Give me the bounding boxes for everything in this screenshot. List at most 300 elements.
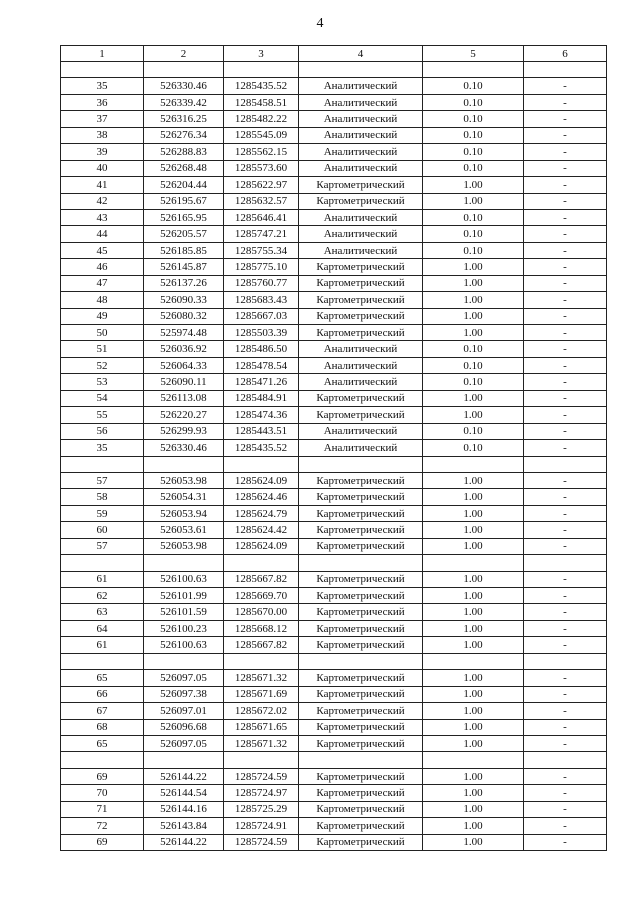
table-cell-col-5: 0.10 xyxy=(423,209,524,225)
table-cell-col-6: - xyxy=(524,703,607,719)
table-cell-col-5: 1.00 xyxy=(423,325,524,341)
table-row xyxy=(61,292,607,308)
table-row xyxy=(61,275,607,291)
table-cell-col-5: 0.10 xyxy=(423,226,524,242)
table-cell-col-3: 1285471.26 xyxy=(224,374,299,390)
table-cell-col-2: 526144.22 xyxy=(144,834,224,850)
table-cell-col-3: 1285724.91 xyxy=(224,818,299,834)
table-cell-col-2: 526276.34 xyxy=(144,127,224,143)
table-cell-col-2: 526053.61 xyxy=(144,522,224,538)
table-cell-col-3: 1285724.59 xyxy=(224,768,299,784)
table-cell-col-3: 1285672.02 xyxy=(224,703,299,719)
table-cell-col-2: 526053.98 xyxy=(144,472,224,488)
table-cell-col-5: 1.00 xyxy=(423,538,524,554)
table-cell-col-4: Картометрический xyxy=(299,571,423,587)
empty-cell xyxy=(61,752,144,768)
table-cell-col-2: 526299.93 xyxy=(144,423,224,439)
table-cell-col-2: 526096.68 xyxy=(144,719,224,735)
table-cell-col-1: 71 xyxy=(61,801,144,817)
table-cell-col-4: Аналитический xyxy=(299,160,423,176)
table-row xyxy=(61,703,607,719)
table-cell-col-4: Картометрический xyxy=(299,177,423,193)
table-row xyxy=(61,588,607,604)
table-cell-col-3: 1285573.60 xyxy=(224,160,299,176)
header-col-1: 1 xyxy=(61,46,144,62)
group-separator-row xyxy=(61,456,607,472)
table-row xyxy=(61,785,607,801)
table-row xyxy=(61,686,607,702)
table-cell-col-5: 1.00 xyxy=(423,604,524,620)
table-cell-col-5: 0.10 xyxy=(423,374,524,390)
table-cell-col-2: 526113.08 xyxy=(144,390,224,406)
table-cell-col-1: 46 xyxy=(61,259,144,275)
empty-cell xyxy=(61,62,144,78)
table-cell-col-2: 526185.85 xyxy=(144,242,224,258)
table-cell-col-6: - xyxy=(524,341,607,357)
table-row xyxy=(61,111,607,127)
table-cell-col-6: - xyxy=(524,637,607,653)
table-cell-col-4: Аналитический xyxy=(299,341,423,357)
table-cell-col-3: 1285775.10 xyxy=(224,259,299,275)
table-cell-col-3: 1285486.50 xyxy=(224,341,299,357)
table-cell-col-1: 50 xyxy=(61,325,144,341)
table-cell-col-1: 61 xyxy=(61,637,144,653)
table-cell-col-2: 526144.54 xyxy=(144,785,224,801)
table-cell-col-2: 526339.42 xyxy=(144,94,224,110)
table-cell-col-4: Картометрический xyxy=(299,390,423,406)
table-row xyxy=(61,144,607,160)
table-cell-col-6: - xyxy=(524,735,607,751)
table-cell-col-6: - xyxy=(524,374,607,390)
table-cell-col-4: Картометрический xyxy=(299,801,423,817)
table-cell-col-6: - xyxy=(524,193,607,209)
table-row xyxy=(61,177,607,193)
table-cell-col-4: Картометрический xyxy=(299,505,423,521)
table-row xyxy=(61,801,607,817)
table-cell-col-1: 69 xyxy=(61,768,144,784)
table-row xyxy=(61,620,607,636)
table-cell-col-1: 40 xyxy=(61,160,144,176)
table-cell-col-3: 1285668.12 xyxy=(224,620,299,636)
table-cell-col-5: 0.10 xyxy=(423,440,524,456)
empty-cell xyxy=(224,653,299,669)
table-cell-col-5: 1.00 xyxy=(423,801,524,817)
table-cell-col-1: 59 xyxy=(61,505,144,521)
table-cell-col-1: 53 xyxy=(61,374,144,390)
table-cell-col-4: Картометрический xyxy=(299,670,423,686)
table-cell-col-6: - xyxy=(524,209,607,225)
table-cell-col-1: 41 xyxy=(61,177,144,193)
table-cell-col-6: - xyxy=(524,423,607,439)
empty-cell xyxy=(423,62,524,78)
table-cell-col-3: 1285747.21 xyxy=(224,226,299,242)
table-cell-col-5: 1.00 xyxy=(423,259,524,275)
header-col-6: 6 xyxy=(524,46,607,62)
table-cell-col-3: 1285724.97 xyxy=(224,785,299,801)
table-cell-col-1: 68 xyxy=(61,719,144,735)
table-cell-col-3: 1285667.82 xyxy=(224,571,299,587)
table-cell-col-1: 56 xyxy=(61,423,144,439)
table-cell-col-5: 1.00 xyxy=(423,818,524,834)
table-cell-col-4: Аналитический xyxy=(299,144,423,160)
table-cell-col-2: 526101.99 xyxy=(144,588,224,604)
table-cell-col-5: 1.00 xyxy=(423,505,524,521)
table-row xyxy=(61,193,607,209)
table-row xyxy=(61,538,607,554)
table-row xyxy=(61,325,607,341)
table-cell-col-5: 1.00 xyxy=(423,472,524,488)
table-cell-col-6: - xyxy=(524,259,607,275)
empty-cell xyxy=(299,62,423,78)
table-cell-col-6: - xyxy=(524,571,607,587)
table-cell-col-2: 526053.98 xyxy=(144,538,224,554)
table-cell-col-6: - xyxy=(524,604,607,620)
table-cell-col-3: 1285624.42 xyxy=(224,522,299,538)
table-row xyxy=(61,259,607,275)
table-cell-col-4: Картометрический xyxy=(299,768,423,784)
table-cell-col-1: 47 xyxy=(61,275,144,291)
table-cell-col-6: - xyxy=(524,94,607,110)
table-cell-col-6: - xyxy=(524,818,607,834)
empty-cell xyxy=(299,653,423,669)
table-cell-col-1: 48 xyxy=(61,292,144,308)
table-cell-col-6: - xyxy=(524,538,607,554)
table-cell-col-3: 1285458.51 xyxy=(224,94,299,110)
table-cell-col-5: 1.00 xyxy=(423,308,524,324)
table-cell-col-2: 526097.05 xyxy=(144,670,224,686)
group-separator-row xyxy=(61,555,607,571)
table-row xyxy=(61,423,607,439)
table-cell-col-2: 526330.46 xyxy=(144,440,224,456)
table-cell-col-2: 526100.63 xyxy=(144,571,224,587)
table-cell-col-6: - xyxy=(524,489,607,505)
table-cell-col-3: 1285667.03 xyxy=(224,308,299,324)
table-cell-col-1: 66 xyxy=(61,686,144,702)
empty-cell xyxy=(144,555,224,571)
table-cell-col-1: 65 xyxy=(61,670,144,686)
table-cell-col-1: 35 xyxy=(61,78,144,94)
table-cell-col-2: 525974.48 xyxy=(144,325,224,341)
table-row xyxy=(61,834,607,850)
table-cell-col-3: 1285760.77 xyxy=(224,275,299,291)
group-separator-row xyxy=(61,752,607,768)
empty-cell xyxy=(423,752,524,768)
empty-cell xyxy=(524,62,607,78)
table-cell-col-4: Картометрический xyxy=(299,472,423,488)
table-row xyxy=(61,407,607,423)
empty-cell xyxy=(224,456,299,472)
table-cell-col-2: 526145.87 xyxy=(144,259,224,275)
table-cell-col-1: 55 xyxy=(61,407,144,423)
table-cell-col-1: 42 xyxy=(61,193,144,209)
table-row xyxy=(61,209,607,225)
header-col-5: 5 xyxy=(423,46,524,62)
table-cell-col-5: 0.10 xyxy=(423,94,524,110)
table-cell-col-1: 65 xyxy=(61,735,144,751)
table-cell-col-5: 1.00 xyxy=(423,834,524,850)
table-cell-col-6: - xyxy=(524,440,607,456)
table-cell-col-5: 1.00 xyxy=(423,620,524,636)
table-cell-col-2: 526090.11 xyxy=(144,374,224,390)
table-cell-col-3: 1285683.43 xyxy=(224,292,299,308)
header-col-2: 2 xyxy=(144,46,224,62)
table-cell-col-1: 36 xyxy=(61,94,144,110)
empty-cell xyxy=(299,456,423,472)
empty-cell xyxy=(144,62,224,78)
table-cell-col-2: 526097.05 xyxy=(144,735,224,751)
table-cell-col-6: - xyxy=(524,78,607,94)
table-cell-col-2: 526144.22 xyxy=(144,768,224,784)
table-cell-col-3: 1285435.52 xyxy=(224,440,299,456)
table-cell-col-6: - xyxy=(524,242,607,258)
table-cell-col-1: 61 xyxy=(61,571,144,587)
empty-cell xyxy=(224,62,299,78)
table-cell-col-4: Картометрический xyxy=(299,489,423,505)
table-cell-col-6: - xyxy=(524,275,607,291)
table-cell-col-1: 52 xyxy=(61,357,144,373)
table-cell-col-4: Картометрический xyxy=(299,620,423,636)
table-row xyxy=(61,390,607,406)
table-cell-col-3: 1285562.15 xyxy=(224,144,299,160)
table-cell-col-1: 49 xyxy=(61,308,144,324)
table-cell-col-2: 526204.44 xyxy=(144,177,224,193)
table-cell-col-6: - xyxy=(524,226,607,242)
table-cell-col-2: 526100.63 xyxy=(144,637,224,653)
table-cell-col-6: - xyxy=(524,292,607,308)
table-cell-col-2: 526268.48 xyxy=(144,160,224,176)
table-cell-col-6: - xyxy=(524,785,607,801)
table-cell-col-5: 1.00 xyxy=(423,703,524,719)
table-row xyxy=(61,308,607,324)
table-cell-col-3: 1285443.51 xyxy=(224,423,299,439)
table-cell-col-6: - xyxy=(524,111,607,127)
table-cell-col-4: Аналитический xyxy=(299,440,423,456)
table-cell-col-5: 1.00 xyxy=(423,637,524,653)
table-row xyxy=(61,719,607,735)
table-cell-col-5: 1.00 xyxy=(423,489,524,505)
table-cell-col-4: Картометрический xyxy=(299,604,423,620)
table-cell-col-5: 1.00 xyxy=(423,407,524,423)
table-cell-col-5: 1.00 xyxy=(423,275,524,291)
table-cell-col-5: 1.00 xyxy=(423,670,524,686)
coordinates-table xyxy=(60,45,607,851)
table-cell-col-4: Аналитический xyxy=(299,226,423,242)
table-cell-col-4: Картометрический xyxy=(299,735,423,751)
table-cell-col-3: 1285632.57 xyxy=(224,193,299,209)
table-cell-col-4: Картометрический xyxy=(299,522,423,538)
table-cell-col-4: Картометрический xyxy=(299,588,423,604)
table-cell-col-5: 1.00 xyxy=(423,193,524,209)
table-cell-col-2: 526220.27 xyxy=(144,407,224,423)
table-cell-col-3: 1285435.52 xyxy=(224,78,299,94)
header-col-4: 4 xyxy=(299,46,423,62)
table-cell-col-2: 526064.33 xyxy=(144,357,224,373)
table-cell-col-3: 1285624.46 xyxy=(224,489,299,505)
empty-cell xyxy=(144,653,224,669)
table-cell-col-6: - xyxy=(524,719,607,735)
table-cell-col-3: 1285724.59 xyxy=(224,834,299,850)
table-cell-col-3: 1285474.36 xyxy=(224,407,299,423)
table-cell-col-3: 1285670.00 xyxy=(224,604,299,620)
table-cell-col-3: 1285478.54 xyxy=(224,357,299,373)
table-cell-col-2: 526036.92 xyxy=(144,341,224,357)
table-row xyxy=(61,472,607,488)
table-cell-col-2: 526054.31 xyxy=(144,489,224,505)
table-cell-col-2: 526101.59 xyxy=(144,604,224,620)
table-cell-col-2: 526144.16 xyxy=(144,801,224,817)
table-cell-col-3: 1285624.79 xyxy=(224,505,299,521)
table-row xyxy=(61,505,607,521)
table-cell-col-3: 1285725.29 xyxy=(224,801,299,817)
table-cell-col-1: 67 xyxy=(61,703,144,719)
table-cell-col-1: 43 xyxy=(61,209,144,225)
table-cell-col-5: 1.00 xyxy=(423,571,524,587)
table-cell-col-3: 1285503.39 xyxy=(224,325,299,341)
header-col-3: 3 xyxy=(224,46,299,62)
table-cell-col-1: 44 xyxy=(61,226,144,242)
table-cell-col-1: 37 xyxy=(61,111,144,127)
table-cell-col-4: Картометрический xyxy=(299,275,423,291)
table-cell-col-5: 0.10 xyxy=(423,78,524,94)
table-cell-col-1: 54 xyxy=(61,390,144,406)
group-separator-row xyxy=(61,653,607,669)
table-cell-col-6: - xyxy=(524,390,607,406)
table-cell-col-6: - xyxy=(524,620,607,636)
table-cell-col-1: 35 xyxy=(61,440,144,456)
table-cell-col-6: - xyxy=(524,670,607,686)
table-row xyxy=(61,522,607,538)
table-cell-col-4: Картометрический xyxy=(299,292,423,308)
table-cell-col-3: 1285669.70 xyxy=(224,588,299,604)
table-cell-col-6: - xyxy=(524,801,607,817)
table-cell-col-3: 1285671.65 xyxy=(224,719,299,735)
table-cell-col-5: 1.00 xyxy=(423,588,524,604)
table-cell-col-4: Картометрический xyxy=(299,308,423,324)
table-cell-col-2: 526137.26 xyxy=(144,275,224,291)
header-row xyxy=(61,46,607,62)
table-cell-col-5: 0.10 xyxy=(423,160,524,176)
table-row xyxy=(61,440,607,456)
table-cell-col-3: 1285671.32 xyxy=(224,735,299,751)
table-cell-col-5: 0.10 xyxy=(423,242,524,258)
table-cell-col-1: 60 xyxy=(61,522,144,538)
table-cell-col-5: 1.00 xyxy=(423,177,524,193)
empty-cell xyxy=(423,555,524,571)
table-cell-col-6: - xyxy=(524,834,607,850)
empty-cell xyxy=(61,653,144,669)
table-cell-col-4: Картометрический xyxy=(299,637,423,653)
empty-cell xyxy=(224,555,299,571)
empty-cell xyxy=(144,456,224,472)
table-cell-col-3: 1285671.69 xyxy=(224,686,299,702)
table-cell-col-1: 45 xyxy=(61,242,144,258)
table-cell-col-1: 72 xyxy=(61,818,144,834)
table-cell-col-4: Аналитический xyxy=(299,127,423,143)
table-row xyxy=(61,374,607,390)
table-cell-col-6: - xyxy=(524,588,607,604)
table-cell-col-2: 526330.46 xyxy=(144,78,224,94)
table-row xyxy=(61,341,607,357)
table-row xyxy=(61,571,607,587)
table-cell-col-1: 38 xyxy=(61,127,144,143)
table-cell-col-1: 62 xyxy=(61,588,144,604)
table-cell-col-4: Картометрический xyxy=(299,785,423,801)
table-cell-col-5: 0.10 xyxy=(423,127,524,143)
table-cell-col-1: 51 xyxy=(61,341,144,357)
table-cell-col-5: 0.10 xyxy=(423,144,524,160)
table-cell-col-3: 1285624.09 xyxy=(224,538,299,554)
table-row xyxy=(61,670,607,686)
table-cell-col-1: 64 xyxy=(61,620,144,636)
table-row xyxy=(61,735,607,751)
table-cell-col-2: 526097.01 xyxy=(144,703,224,719)
table-cell-col-5: 0.10 xyxy=(423,357,524,373)
table-row xyxy=(61,489,607,505)
table-row xyxy=(61,604,607,620)
table-cell-col-2: 526195.67 xyxy=(144,193,224,209)
table-row xyxy=(61,127,607,143)
empty-cell xyxy=(524,653,607,669)
table-cell-col-5: 1.00 xyxy=(423,686,524,702)
table-body xyxy=(61,62,607,851)
table-cell-col-4: Картометрический xyxy=(299,259,423,275)
table-cell-col-4: Аналитический xyxy=(299,78,423,94)
table-cell-col-3: 1285545.09 xyxy=(224,127,299,143)
table-cell-col-5: 0.10 xyxy=(423,341,524,357)
table-row xyxy=(61,768,607,784)
table-cell-col-6: - xyxy=(524,407,607,423)
table-header xyxy=(61,46,607,62)
table-cell-col-2: 526090.33 xyxy=(144,292,224,308)
table-row xyxy=(61,94,607,110)
table-cell-col-2: 526143.84 xyxy=(144,818,224,834)
table-cell-col-3: 1285624.09 xyxy=(224,472,299,488)
table-cell-col-4: Аналитический xyxy=(299,209,423,225)
table-cell-col-1: 70 xyxy=(61,785,144,801)
empty-cell xyxy=(524,555,607,571)
table-cell-col-3: 1285755.34 xyxy=(224,242,299,258)
table-row xyxy=(61,78,607,94)
table-cell-col-1: 57 xyxy=(61,538,144,554)
table-cell-col-5: 1.00 xyxy=(423,390,524,406)
table-cell-col-2: 526080.32 xyxy=(144,308,224,324)
table-cell-col-3: 1285484.91 xyxy=(224,390,299,406)
table-cell-col-6: - xyxy=(524,127,607,143)
group-separator-row xyxy=(61,62,607,78)
table-cell-col-5: 0.10 xyxy=(423,111,524,127)
empty-cell xyxy=(61,555,144,571)
table-cell-col-1: 58 xyxy=(61,489,144,505)
empty-cell xyxy=(224,752,299,768)
table-cell-col-6: - xyxy=(524,505,607,521)
table-cell-col-6: - xyxy=(524,686,607,702)
table-cell-col-3: 1285622.97 xyxy=(224,177,299,193)
table-cell-col-3: 1285671.32 xyxy=(224,670,299,686)
table-cell-col-5: 1.00 xyxy=(423,292,524,308)
table-cell-col-4: Картометрический xyxy=(299,719,423,735)
table-cell-col-6: - xyxy=(524,357,607,373)
table-row xyxy=(61,242,607,258)
table-cell-col-4: Картометрический xyxy=(299,407,423,423)
table-row xyxy=(61,160,607,176)
empty-cell xyxy=(144,752,224,768)
table-cell-col-4: Аналитический xyxy=(299,357,423,373)
table-cell-col-4: Аналитический xyxy=(299,242,423,258)
table-row xyxy=(61,637,607,653)
table-row xyxy=(61,357,607,373)
table-cell-col-5: 1.00 xyxy=(423,735,524,751)
table-cell-col-6: - xyxy=(524,177,607,193)
